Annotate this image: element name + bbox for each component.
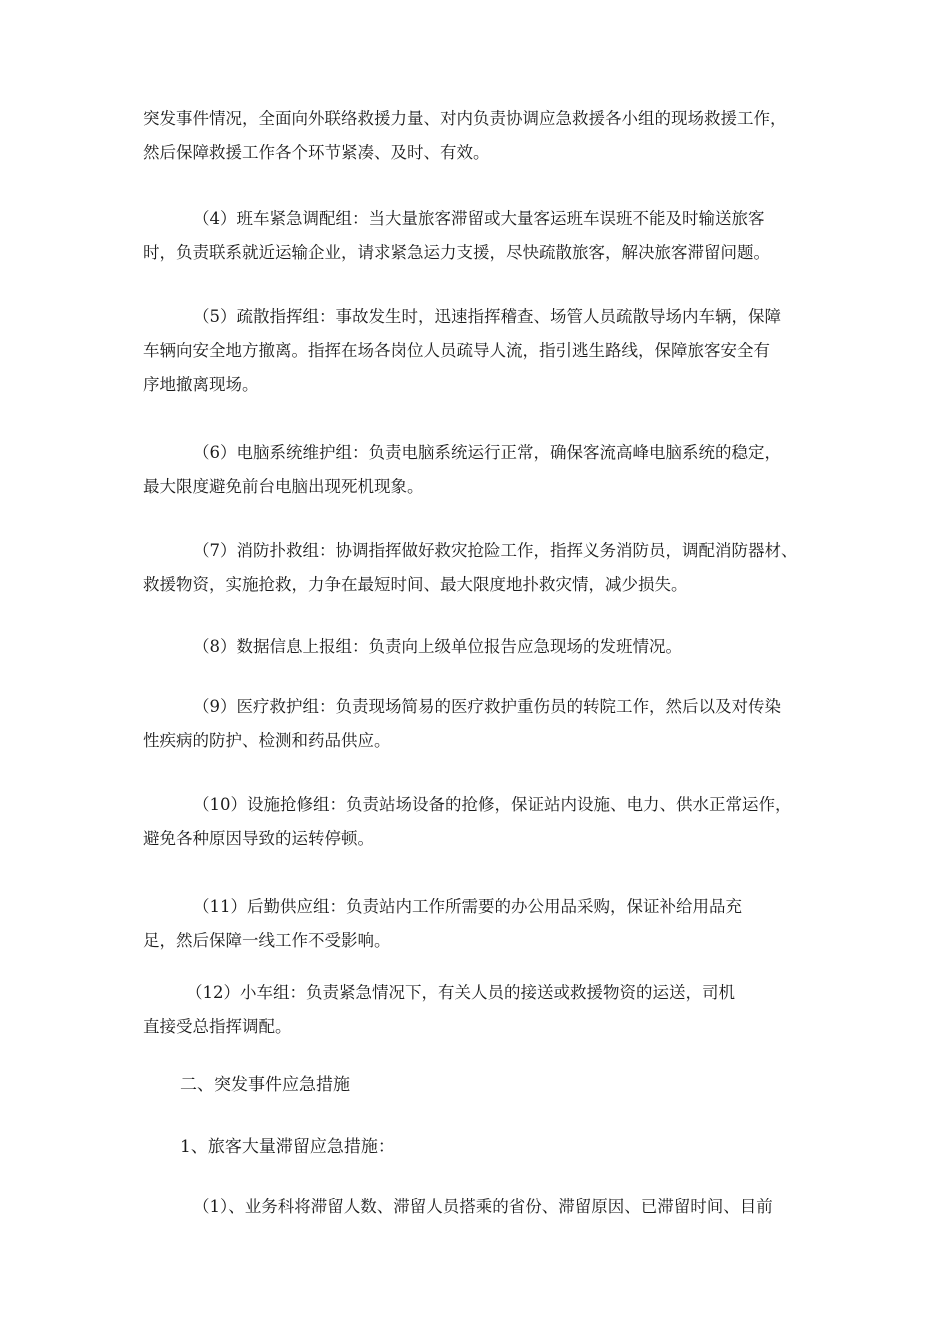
paragraph-intro <box>143 102 811 170</box>
sub-heading: 1、旅客大量滞留应急措施： <box>180 1137 395 1157</box>
section-heading: 二、突发事件应急措施 <box>180 1075 350 1095</box>
text-line: 然后保障救援工作各个环节紧凑、及时、有效。 <box>143 143 490 162</box>
text-line: （6）电脑系统维护组：负责电脑系统运行正常，确保客流高峰电脑系统的稳定， <box>193 443 781 462</box>
paragraph-item-12 <box>143 976 811 1044</box>
paragraph-item-7 <box>143 534 811 602</box>
text-line: 时，负责联系就近运输企业，请求紧急运力支援，尽快疏散旅客，解决旅客滞留问题。 <box>143 243 770 262</box>
text-line: 避免各种原因导致的运转停顿。 <box>143 829 374 848</box>
text-line: 救援物资，实施抢救，力争在最短时间、最大限度地扑救灾情，减少损失。 <box>143 575 688 594</box>
text-line: （9）医疗救护组：负责现场简易的医疗救护重伤员的转院工作，然后以及对传染 <box>193 697 781 716</box>
text-line: （12）小车组：负责紧急情况下，有关人员的接送或救援物资的运送，司机 <box>186 983 735 1002</box>
paragraph-measure-1 <box>143 1190 811 1224</box>
text-line: 足，然后保障一线工作不受影响。 <box>143 931 391 950</box>
paragraph-item-4 <box>143 202 811 270</box>
text-line: （10）设施抢修组：负责站场设备的抢修，保证站内设施、电力、供水正常运作， <box>193 795 792 814</box>
paragraph-item-5 <box>143 300 811 402</box>
text-line: 直接受总指挥调配。 <box>143 1017 292 1036</box>
text-line: （7）消防扑救组：协调指挥做好救灾抢险工作，指挥义务消防员，调配消防器材、 <box>193 541 798 560</box>
text-line: （4）班车紧急调配组：当大量旅客滞留或大量客运班车误班不能及时输送旅客 <box>193 209 765 228</box>
text-line: 突发事件情况，全面向外联络救援力量、对内负责协调应急救援各小组的现场救援工作， <box>143 109 787 128</box>
text-line: 性疾病的防护、检测和药品供应。 <box>143 731 391 750</box>
text-line: （11）后勤供应组：负责站内工作所需要的办公用品采购，保证补给用品充 <box>193 897 742 916</box>
text-line: 车辆向安全地方撤离。指挥在场各岗位人员疏导人流，指引逃生路线，保障旅客安全有 <box>143 341 770 360</box>
text-line: 最大限度避免前台电脑出现死机现象。 <box>143 477 424 496</box>
paragraph-item-11 <box>143 890 811 958</box>
paragraph-item-6 <box>143 436 811 504</box>
paragraph-item-10 <box>143 788 811 856</box>
paragraph-item-8 <box>143 630 811 664</box>
text-line: （5）疏散指挥组：事故发生时，迅速指挥稽查、场管人员疏散导场内车辆，保障 <box>193 307 781 326</box>
text-line: （1）、业务科将滞留人数、滞留人员搭乘的省份、滞留原因、已滞留时间、目前 <box>193 1197 773 1216</box>
text-line: （8）数据信息上报组：负责向上级单位报告应急现场的发班情况。 <box>193 637 682 656</box>
paragraph-item-9 <box>143 690 811 758</box>
text-line: 序地撤离现场。 <box>143 375 259 394</box>
